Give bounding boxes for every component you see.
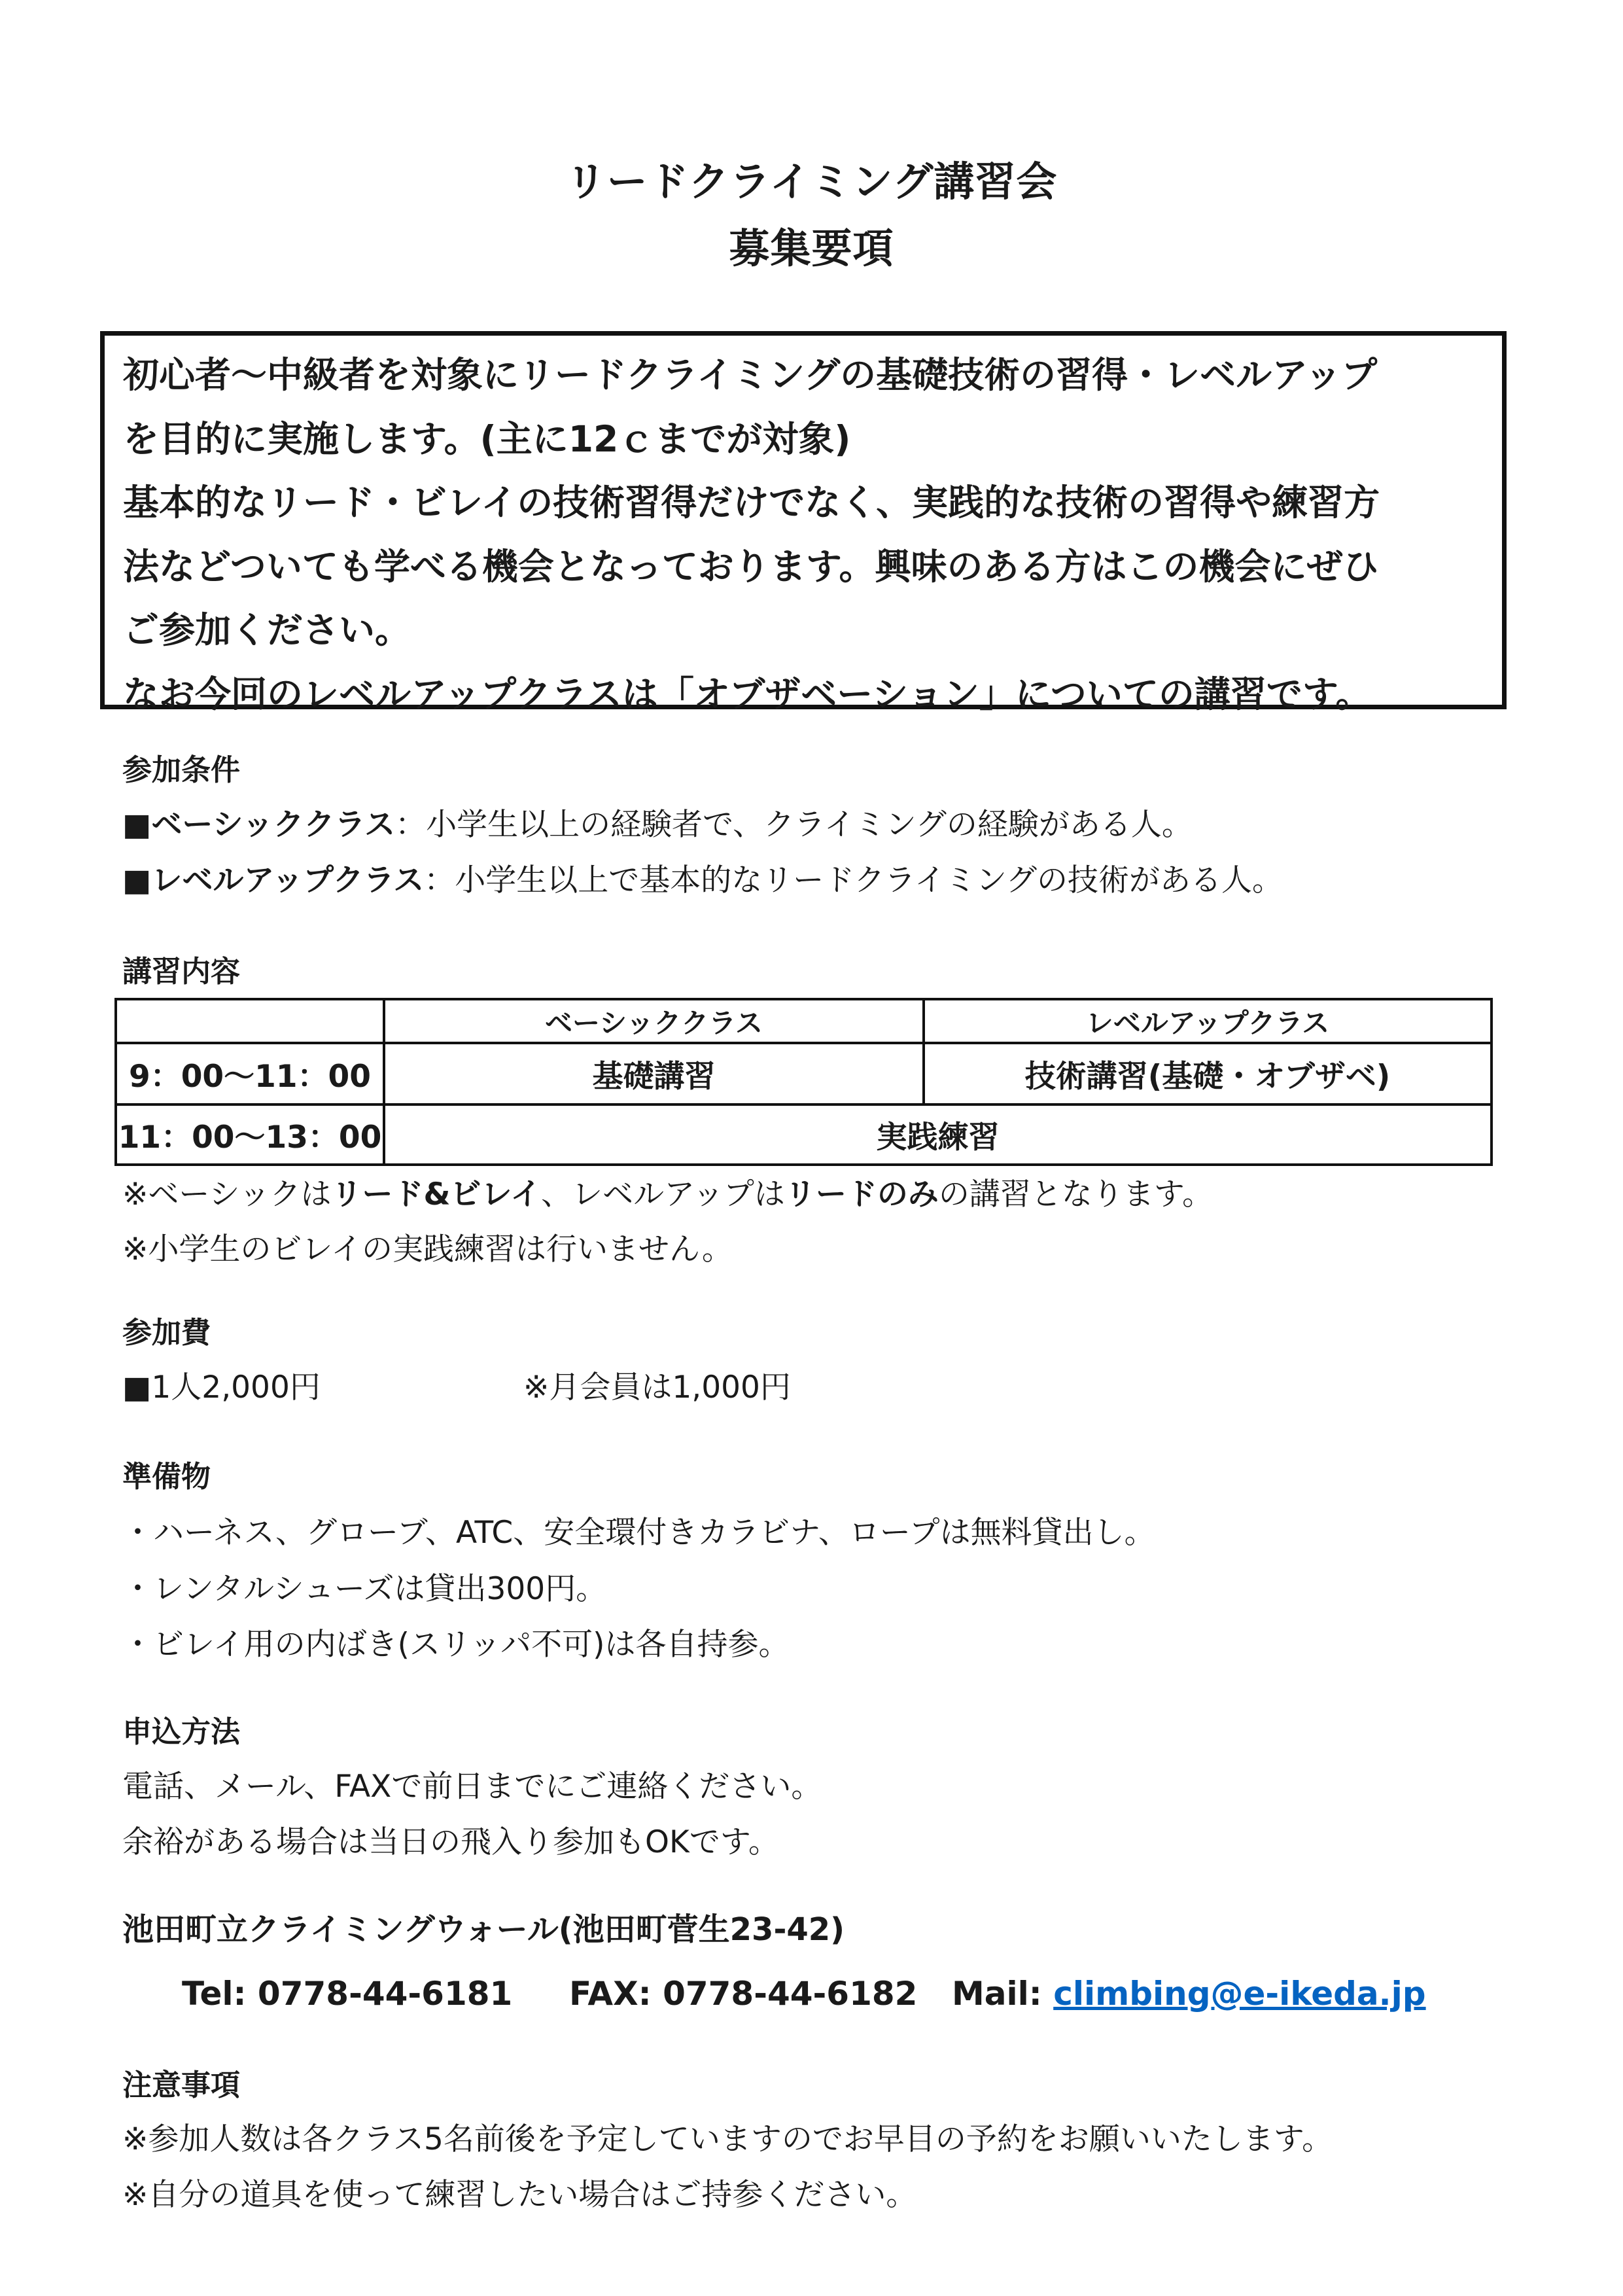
- page-title: リードクライミング講習会: [565, 158, 1058, 205]
- list-item: ・ハーネス、グローブ、ATC、安全環付きカラビナ、ロープは無料貸出し。: [122, 1515, 1155, 1551]
- note-text: ※ベーシックは: [122, 1176, 332, 1212]
- level-cell: 技術講習(基礎・オブザベ): [924, 1043, 1492, 1104]
- apply-heading: 申込方法: [122, 1714, 241, 1749]
- note-line: ※自分の道具を使って練習したい場合はご持参ください。: [122, 2177, 917, 2213]
- note-emphasis: リード&ビレイ: [331, 1176, 542, 1212]
- condition-basic: [122, 800, 1193, 844]
- fee-heading: 参加費: [122, 1315, 211, 1350]
- list-item: ・レンタルシューズは貸出300円。: [122, 1571, 607, 1607]
- facility-name: 池田町立クライミングウォール(池田町菅生23-42): [122, 1911, 845, 1948]
- intro-line: 初心者～中級者を対象にリードクライミングの基礎技術の習得・レベルアップ: [123, 354, 1378, 396]
- condition-level-label: ■レベルアップクラス: [122, 862, 425, 898]
- notes-heading: 注意事項: [122, 2068, 241, 2102]
- time-cell: 9：00～11：00: [116, 1043, 384, 1104]
- list-item: ・ビレイ用の内ばき(スリッパ不可)は各自持参。: [122, 1627, 790, 1663]
- fee-price: ■1人2,000円: [122, 1369, 321, 1405]
- time-cell: 11：00～13：00: [116, 1104, 384, 1165]
- apply-line: 電話、メール、FAXで前日までにご連絡ください。: [122, 1769, 822, 1805]
- intro-line: を目的に実施します。(主に12ｃまでが対象): [123, 417, 851, 460]
- mail-link[interactable]: climbing@e-ikeda.jp: [1053, 1975, 1426, 2013]
- content-note: [122, 1170, 1213, 1214]
- basic-cell: 基礎講習: [384, 1043, 924, 1104]
- intro-line: ご参加ください。: [123, 609, 411, 651]
- table-row: [116, 1104, 1492, 1165]
- contact-tel: Tel: 0778-44-6181: [182, 1975, 513, 2013]
- condition-basic-label: ■ベーシッククラス: [122, 807, 396, 843]
- intro-box: [100, 331, 1507, 715]
- table-row: [116, 1043, 1492, 1104]
- note-text: の講習となります。: [938, 1176, 1213, 1212]
- note-line: ※参加人数は各クラス5名前後を予定していますのでお早目の予約をお願いいたします。: [122, 2121, 1333, 2157]
- fee-member-note: ※月会員は1,000円: [523, 1369, 791, 1405]
- schedule-table: [114, 998, 1493, 1166]
- contact-fax: FAX: 0778-44-6182: [569, 1975, 918, 2013]
- note-emphasis: リードのみ: [784, 1176, 939, 1212]
- mail-label: Mail:: [952, 1975, 1054, 2013]
- content-heading: 講習内容: [122, 954, 241, 989]
- table-header-cell: レベルアップクラス: [924, 999, 1492, 1043]
- contact-mail: [952, 1975, 1426, 2013]
- condition-level: [122, 856, 1283, 900]
- table-header-cell: ベーシッククラス: [384, 999, 924, 1043]
- page-subtitle: 募集要項: [729, 224, 894, 272]
- intro-line: なお今回のレベルアップクラスは「オブザベーション」についての講習です。: [123, 673, 1372, 715]
- table-header-cell: [116, 999, 384, 1043]
- note-text: 、レベルアップは: [541, 1176, 785, 1212]
- intro-line: 基本的なリード・ビレイの技術習得だけでなく、実践的な技術の習得や練習方: [123, 482, 1380, 523]
- apply-line: 余裕がある場合は当日の飛入り参加もOKです。: [122, 1824, 780, 1860]
- conditions-heading: 参加条件: [122, 752, 241, 787]
- intro-line: 法などついても学べる機会となっております。興味のある方はこの機会にぜひ: [123, 545, 1379, 588]
- condition-basic-text: ：小学生以上の経験者で、クライミングの経験がある人。: [395, 807, 1193, 843]
- content-note: ※小学生のビレイの実践練習は行いません。: [122, 1231, 733, 1267]
- condition-level-text: ：小学生以上で基本的なリードクライミングの技術がある人。: [424, 862, 1283, 898]
- items-heading: 準備物: [122, 1459, 211, 1494]
- table-header-row: [116, 999, 1492, 1043]
- practice-cell: 実践練習: [384, 1104, 1492, 1165]
